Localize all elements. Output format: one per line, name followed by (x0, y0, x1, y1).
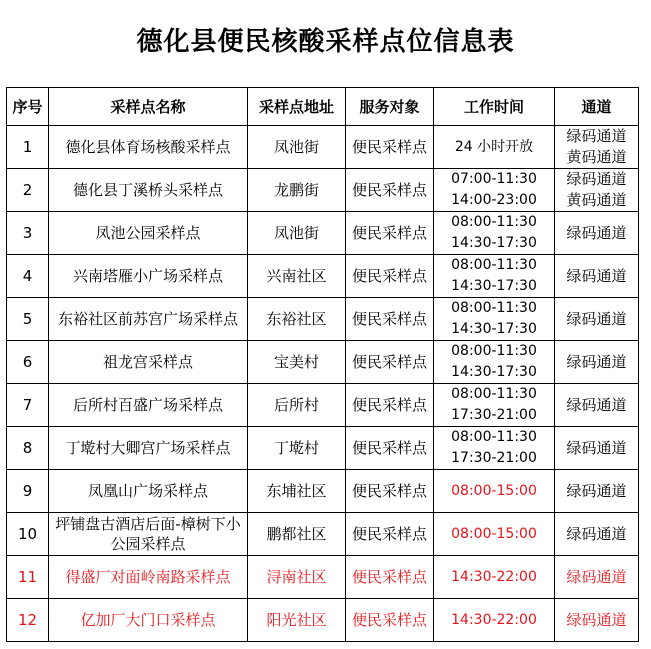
table-row (7, 126, 639, 169)
cell-serial: 2 (7, 169, 49, 212)
cell-site-address: 兴南社区 (248, 255, 346, 298)
cell-channel: 绿码通道 (555, 212, 639, 255)
header-serial: 序号 (7, 88, 49, 126)
cell-working-hours: 08:00-11:30 17:30-21:00 (434, 427, 555, 470)
cell-site-name: 后所村百盛广场采样点 (49, 384, 248, 427)
cell-working-hours: 14:30-22:00 (434, 556, 555, 599)
cell-serial: 9 (7, 470, 49, 513)
cell-serial: 1 (7, 126, 49, 169)
cell-site-address: 东埔社区 (248, 470, 346, 513)
cell-site-name: 兴南塔雁小广场采样点 (49, 255, 248, 298)
cell-channel: 绿码通道 (555, 341, 639, 384)
table-row (7, 298, 639, 341)
cell-site-address: 宝美村 (248, 341, 346, 384)
cell-serial: 6 (7, 341, 49, 384)
cell-site-name: 德化县丁溪桥头采样点 (49, 169, 248, 212)
cell-working-hours: 14:30-22:00 (434, 599, 555, 642)
cell-serial: 10 (7, 513, 49, 556)
cell-working-hours: 07:00-11:30 14:00-23:00 (434, 169, 555, 212)
cell-site-address: 凤池街 (248, 212, 346, 255)
cell-site-name: 得盛厂对面岭南路采样点 (49, 556, 248, 599)
cell-working-hours: 08:00-11:30 14:30-17:30 (434, 341, 555, 384)
cell-site-address: 东裕社区 (248, 298, 346, 341)
cell-channel: 绿码通道 (555, 556, 639, 599)
cell-service-target: 便民采样点 (346, 556, 434, 599)
header-site-address: 采样点地址 (248, 88, 346, 126)
cell-site-address: 鹏都社区 (248, 513, 346, 556)
cell-working-hours: 08:00-15:00 (434, 513, 555, 556)
cell-service-target: 便民采样点 (346, 341, 434, 384)
table-row (7, 599, 639, 642)
cell-site-name: 亿加厂大门口采样点 (49, 599, 248, 642)
cell-site-address: 龙鹏街 (248, 169, 346, 212)
cell-site-address: 阳光社区 (248, 599, 346, 642)
cell-site-address: 浔南社区 (248, 556, 346, 599)
cell-channel: 绿码通道 (555, 427, 639, 470)
cell-site-address: 后所村 (248, 384, 346, 427)
cell-service-target: 便民采样点 (346, 298, 434, 341)
table-header-row (7, 88, 639, 126)
cell-serial: 12 (7, 599, 49, 642)
cell-channel: 绿码通道 黄码通道 (555, 169, 639, 212)
cell-channel: 绿码通道 (555, 298, 639, 341)
cell-service-target: 便民采样点 (346, 513, 434, 556)
header-service-target: 服务对象 (346, 88, 434, 126)
cell-channel: 绿码通道 (555, 384, 639, 427)
cell-serial: 4 (7, 255, 49, 298)
table-row (7, 341, 639, 384)
table-row (7, 427, 639, 470)
cell-channel: 绿码通道 (555, 599, 639, 642)
cell-channel: 绿码通道 (555, 513, 639, 556)
cell-site-name: 祖龙宫采样点 (49, 341, 248, 384)
cell-channel: 绿码通道 (555, 470, 639, 513)
cell-channel: 绿码通道 黄码通道 (555, 126, 639, 169)
cell-service-target: 便民采样点 (346, 126, 434, 169)
sampling-sites-table (6, 87, 639, 642)
cell-service-target: 便民采样点 (346, 384, 434, 427)
cell-working-hours: 08:00-15:00 (434, 470, 555, 513)
table-row (7, 556, 639, 599)
cell-site-address: 凤池街 (248, 126, 346, 169)
cell-service-target: 便民采样点 (346, 599, 434, 642)
cell-service-target: 便民采样点 (346, 427, 434, 470)
cell-service-target: 便民采样点 (346, 255, 434, 298)
table-row (7, 255, 639, 298)
cell-site-address: 丁墘村 (248, 427, 346, 470)
cell-working-hours: 08:00-11:30 14:30-17:30 (434, 212, 555, 255)
cell-working-hours: 08:00-11:30 17:30-21:00 (434, 384, 555, 427)
cell-service-target: 便民采样点 (346, 169, 434, 212)
page-title: 德化县便民核酸采样点位信息表 (136, 27, 515, 57)
cell-serial: 5 (7, 298, 49, 341)
cell-site-name: 凤池公园采样点 (49, 212, 248, 255)
cell-site-name: 东裕社区前苏宫广场采样点 (49, 298, 248, 341)
cell-service-target: 便民采样点 (346, 470, 434, 513)
table-row (7, 384, 639, 427)
cell-serial: 11 (7, 556, 49, 599)
cell-site-name: 凤凰山广场采样点 (49, 470, 248, 513)
header-channel: 通道 (555, 88, 639, 126)
table-row (7, 470, 639, 513)
cell-service-target: 便民采样点 (346, 212, 434, 255)
table-row (7, 513, 639, 556)
cell-working-hours: 24 小时开放 (434, 126, 555, 169)
cell-site-name: 坪铺盘古酒店后面-樟树下小公园采样点 (49, 513, 248, 556)
cell-site-name: 丁墘村大卿宫广场采样点 (49, 427, 248, 470)
cell-site-name: 德化县体育场核酸采样点 (49, 126, 248, 169)
cell-working-hours: 08:00-11:30 14:30-17:30 (434, 255, 555, 298)
cell-channel: 绿码通道 (555, 255, 639, 298)
cell-serial: 3 (7, 212, 49, 255)
cell-working-hours: 08:00-11:30 14:30-17:30 (434, 298, 555, 341)
table-row (7, 212, 639, 255)
header-working-hours: 工作时间 (434, 88, 555, 126)
table-row (7, 169, 639, 212)
cell-serial: 8 (7, 427, 49, 470)
header-site-name: 采样点名称 (49, 88, 248, 126)
cell-serial: 7 (7, 384, 49, 427)
